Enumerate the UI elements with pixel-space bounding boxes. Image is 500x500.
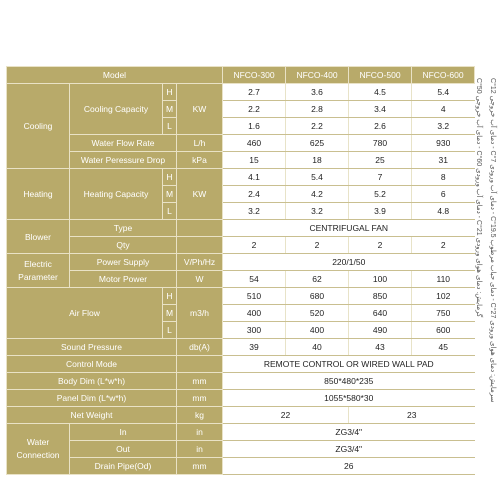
table-cell: 3.2 [286, 203, 349, 220]
table-cell: 600 [412, 322, 475, 339]
airflow-row-h [7, 288, 475, 305]
table-cell: 5.4 [412, 84, 475, 101]
power-supply-label: Power Supply [70, 254, 177, 271]
panel-dim-value: 1055*580*30 [223, 390, 475, 407]
model-header: Model [7, 67, 223, 84]
sound-pressure-unit: db(A) [177, 339, 223, 356]
heating-capacity-unit: KW [177, 169, 223, 220]
table-cell: 25 [349, 152, 412, 169]
table-cell: 460 [223, 135, 286, 152]
table-cell: 43 [349, 339, 412, 356]
power-supply-row [7, 254, 475, 271]
table-cell: 23 [349, 407, 475, 424]
table-cell: 3.4 [349, 101, 412, 118]
table-cell: 2.2 [286, 118, 349, 135]
table-cell: 4.2 [286, 186, 349, 203]
level-label: M [163, 101, 177, 118]
power-supply-unit: V/Ph/Hz [177, 254, 223, 271]
table-cell: 31 [412, 152, 475, 169]
panel-dim-row [7, 390, 475, 407]
water-out-label: Out [70, 441, 177, 458]
water-connection-group-label: Water Connection [7, 424, 70, 475]
net-weight-row [7, 407, 475, 424]
table-cell: 18 [286, 152, 349, 169]
table-cell: 7 [349, 169, 412, 186]
table-cell: 850 [349, 288, 412, 305]
level-label: L [163, 203, 177, 220]
cooling-capacity-unit: KW [177, 84, 223, 135]
water-flow-unit: L/h [177, 135, 223, 152]
blower-qty-label: Qty [70, 237, 177, 254]
table-cell: 640 [349, 305, 412, 322]
blower-group-label: Blower [7, 220, 70, 254]
table-cell: 22 [223, 407, 349, 424]
power-supply-value: 220/1/50 [223, 254, 475, 271]
control-mode-row [7, 356, 475, 373]
water-in-unit: in [177, 424, 223, 441]
model-nfco-300: NFCO-300 [223, 67, 286, 84]
table-cell: 3.6 [286, 84, 349, 101]
table-cell: 15 [223, 152, 286, 169]
table-cell: 2 [349, 237, 412, 254]
table-cell: 4.8 [412, 203, 475, 220]
control-mode-label: Control Mode [7, 356, 177, 373]
table-cell: 2.7 [223, 84, 286, 101]
water-flow-row [7, 135, 475, 152]
table-cell: 400 [223, 305, 286, 322]
table-cell: 5.2 [349, 186, 412, 203]
panel-dim-label: Panel Dim (L*w*h) [7, 390, 177, 407]
sound-pressure-row [7, 339, 475, 356]
table-cell: 2.6 [349, 118, 412, 135]
table-cell: 40 [286, 339, 349, 356]
level-label: H [163, 84, 177, 101]
table-cell: 930 [412, 135, 475, 152]
table-cell: 3.2 [412, 118, 475, 135]
table-cell: 102 [412, 288, 475, 305]
table-cell: 520 [286, 305, 349, 322]
table-cell: 3.9 [349, 203, 412, 220]
table-cell: 680 [286, 288, 349, 305]
drain-pipe-row [7, 458, 475, 475]
panel-dim-unit: mm [177, 390, 223, 407]
table-cell: 39 [223, 339, 286, 356]
table-cell: 510 [223, 288, 286, 305]
body-dim-row [7, 373, 475, 390]
airflow-unit: m3/h [177, 288, 223, 339]
model-nfco-400: NFCO-400 [286, 67, 349, 84]
water-out-unit: in [177, 441, 223, 458]
level-label: H [163, 288, 177, 305]
heating-capacity-row-h [7, 169, 475, 186]
body-dim-unit: mm [177, 373, 223, 390]
table-cell: 4.5 [349, 84, 412, 101]
spec-table [6, 66, 475, 475]
blower-type-row [7, 220, 475, 237]
heating-group-label: Heating [7, 169, 70, 220]
cooling-capacity-label: Cooling Capacity [70, 84, 163, 135]
table-cell: 780 [349, 135, 412, 152]
table-cell: 4 [412, 101, 475, 118]
airflow-label: Air Flow [7, 288, 163, 339]
blower-type-value: CENTRIFUGAL FAN [223, 220, 475, 237]
table-cell: 2.2 [223, 101, 286, 118]
table-cell: 2.4 [223, 186, 286, 203]
sound-pressure-label: Sound Pressure [7, 339, 177, 356]
water-in-label: In [70, 424, 177, 441]
water-flow-label: Water Flow Rate [70, 135, 177, 152]
model-nfco-600: NFCO-600 [412, 67, 475, 84]
cooling-capacity-row-h [7, 84, 475, 101]
table-cell: 6 [412, 186, 475, 203]
table-cell: 45 [412, 339, 475, 356]
table-cell: 300 [223, 322, 286, 339]
table-cell: 3.2 [223, 203, 286, 220]
motor-power-row [7, 271, 475, 288]
water-in-row [7, 424, 475, 441]
side-notes [440, 78, 498, 478]
pressure-drop-unit: kPa [177, 152, 223, 169]
water-in-value: ZG3/4" [223, 424, 475, 441]
level-label: M [163, 305, 177, 322]
table-cell: 5.4 [286, 169, 349, 186]
control-mode-value: REMOTE CONTROL OR WIRED WALL PAD [223, 356, 475, 373]
table-cell: 2 [412, 237, 475, 254]
net-weight-unit: kg [177, 407, 223, 424]
blower-type-label: Type [70, 220, 177, 237]
level-label: L [163, 118, 177, 135]
table-cell: 400 [286, 322, 349, 339]
water-out-row [7, 441, 475, 458]
table-cell: 4.1 [223, 169, 286, 186]
level-label: L [163, 322, 177, 339]
cooling-group-label: Cooling [7, 84, 70, 169]
blower-type-unit [177, 220, 223, 237]
motor-power-label: Motor Power [70, 271, 177, 288]
heating-capacity-label: Heating Capacity [70, 169, 163, 220]
body-dim-value: 850*480*235 [223, 373, 475, 390]
table-cell: 1.6 [223, 118, 286, 135]
cooling-conditions-note: سرمایش: دمای هوای ورودی 27°C - دمای حباب مرطوب 19.5°C - دمای آب ورودی 7°C - دمای آب خروجی 12°C [489, 78, 496, 403]
level-label: M [163, 186, 177, 203]
drain-pipe-value: 26 [223, 458, 475, 475]
pressure-drop-row [7, 152, 475, 169]
control-mode-unit [177, 356, 223, 373]
table-cell: 625 [286, 135, 349, 152]
level-label: H [163, 169, 177, 186]
table-cell: 62 [286, 271, 349, 288]
heating-conditions-note: گرمایش: دمای هوای ورودی 21°C - دمای آب ورودی 60°C - دمای آب خروجی 50°C [475, 78, 482, 318]
blower-qty-unit [177, 237, 223, 254]
table-cell: 8 [412, 169, 475, 186]
electric-group-label: Electric Parameter [7, 254, 70, 288]
model-nfco-500: NFCO-500 [349, 67, 412, 84]
table-cell: 750 [412, 305, 475, 322]
body-dim-label: Body Dim (L*w*h) [7, 373, 177, 390]
motor-power-unit: W [177, 271, 223, 288]
table-header-row [7, 67, 475, 84]
water-out-value: ZG3/4" [223, 441, 475, 458]
table-cell: 2.8 [286, 101, 349, 118]
drain-pipe-label: Drain Pipe(Od) [70, 458, 177, 475]
table-cell: 54 [223, 271, 286, 288]
table-cell: 100 [349, 271, 412, 288]
net-weight-label: Net Weight [7, 407, 177, 424]
pressure-drop-label: Water Peressure Drop [70, 152, 177, 169]
blower-qty-row [7, 237, 475, 254]
table-cell: 2 [223, 237, 286, 254]
table-cell: 490 [349, 322, 412, 339]
table-cell: 110 [412, 271, 475, 288]
table-cell: 2 [286, 237, 349, 254]
drain-pipe-unit: mm [177, 458, 223, 475]
